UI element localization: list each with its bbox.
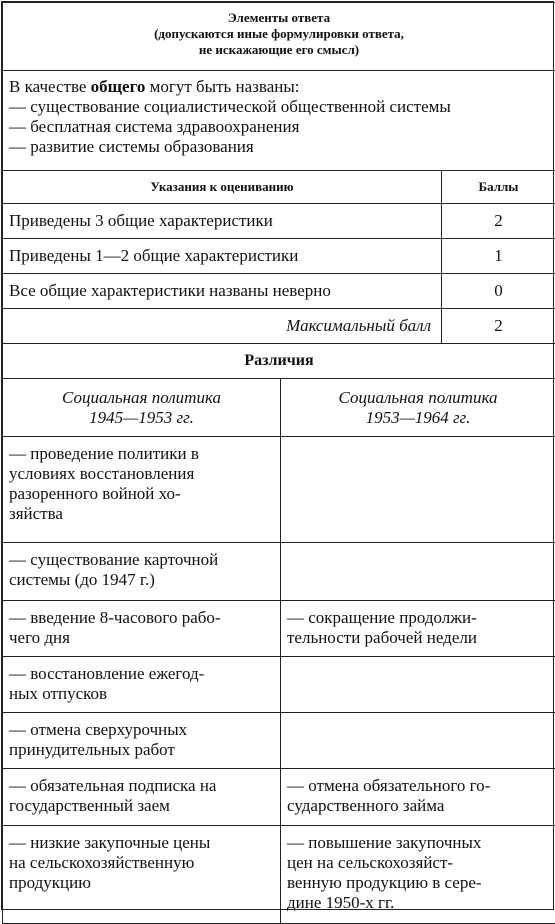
text-line: зяйства: [9, 504, 274, 524]
criteria-text: Все общие характеристики названы неверно: [3, 274, 442, 309]
text-line: — проведение политики в: [9, 444, 274, 464]
period-2-line-1: Социальная политика: [281, 388, 555, 408]
text-line: — отмена сверхурочных: [9, 720, 274, 740]
difference-left-cell: [3, 657, 281, 713]
header-line-1: Элементы ответа: [3, 10, 555, 26]
text-line: — отмена обязательного го-: [287, 776, 549, 796]
text-line: — низкие закупочные цены: [9, 833, 274, 853]
max-score-points: 2: [442, 309, 555, 344]
period-1-line-1: Социальная политика: [3, 388, 280, 408]
text-line: венную продукцию в сере-: [287, 873, 549, 893]
text-line: тельности рабочей недели: [287, 628, 549, 648]
text-line: — существование карточной: [9, 550, 274, 570]
period-1945-1953-header: [3, 379, 281, 437]
text-line: — сокращение продолжи-: [287, 608, 549, 628]
difference-row: [3, 826, 555, 924]
difference-right-cell: [281, 437, 555, 543]
difference-left-cell: [3, 601, 281, 657]
text-line: условиях восстановления: [9, 464, 274, 484]
text-line: принудительных работ: [9, 740, 274, 760]
difference-row: [3, 657, 555, 713]
period-1953-1964-header: [281, 379, 555, 437]
max-score-label: Максимальный балл: [3, 309, 442, 344]
text-line: продукцию: [9, 873, 274, 893]
criteria-points: 1: [442, 239, 555, 274]
period-2-line-2: 1953—1964 гг.: [281, 408, 555, 428]
answer-sheet: [1, 1, 554, 910]
criteria-points: 0: [442, 274, 555, 309]
text-line: разоренного войной хо-: [9, 484, 274, 504]
difference-left-cell: [3, 826, 281, 924]
difference-row: [3, 437, 555, 543]
criteria-text: Приведены 3 общие характеристики: [3, 204, 442, 239]
answer-elements-header: [3, 3, 555, 71]
common-features-block: [3, 71, 555, 171]
common-features-lead: [9, 77, 549, 97]
header-line-2: (допускаются иные формулировки ответа,: [3, 26, 555, 42]
difference-row: [3, 713, 555, 769]
difference-left-cell: [3, 769, 281, 826]
difference-row: [3, 543, 555, 601]
criteria-row: [3, 239, 555, 274]
text-line: — обязательная подписка на: [9, 776, 274, 796]
lead-text-pre: В качестве: [9, 77, 91, 96]
max-score-row: [3, 309, 555, 344]
points-header: Баллы: [442, 171, 555, 204]
lead-text-bold: общего: [91, 77, 146, 96]
difference-left-cell: [3, 713, 281, 769]
common-feature-item: — существование социалистической общественной системы: [9, 97, 549, 117]
criteria-points: 2: [442, 204, 555, 239]
text-line: сударственного займа: [287, 796, 549, 816]
difference-right-cell: [281, 713, 555, 769]
difference-row: [3, 601, 555, 657]
common-feature-item: — бесплатная система здравоохранения: [9, 117, 549, 137]
criteria-row: [3, 204, 555, 239]
common-feature-item: — развитие системы образования: [9, 137, 549, 157]
text-line: — повышение закупочных: [287, 833, 549, 853]
period-1-line-2: 1945—1953 гг.: [3, 408, 280, 428]
text-line: государственный заем: [9, 796, 274, 816]
differences-title: Различия: [3, 344, 555, 379]
instructions-header: Указания к оцениванию: [3, 171, 442, 204]
difference-left-cell: [3, 437, 281, 543]
difference-right-cell: [281, 601, 555, 657]
criteria-text: Приведены 1—2 общие характеристики: [3, 239, 442, 274]
text-line: на сельскохозяйственную: [9, 853, 274, 873]
difference-left-cell: [3, 543, 281, 601]
header-line-3: не искажающие его смысл): [3, 42, 555, 58]
answer-table: [2, 2, 555, 924]
criteria-row: [3, 274, 555, 309]
lead-text-post: могут быть названы:: [145, 77, 299, 96]
difference-right-cell: [281, 657, 555, 713]
difference-right-cell: [281, 769, 555, 826]
text-line: — введение 8-часового рабо-: [9, 608, 274, 628]
text-line: дине 1950-х гг.: [287, 893, 549, 913]
text-line: системы (до 1947 г.): [9, 570, 274, 590]
text-line: цен на сельскохозяйст-: [287, 853, 549, 873]
difference-right-cell: [281, 826, 555, 924]
text-line: — восстановление ежегод-: [9, 664, 274, 684]
difference-row: [3, 769, 555, 826]
text-line: чего дня: [9, 628, 274, 648]
text-line: ных отпусков: [9, 684, 274, 704]
difference-right-cell: [281, 543, 555, 601]
